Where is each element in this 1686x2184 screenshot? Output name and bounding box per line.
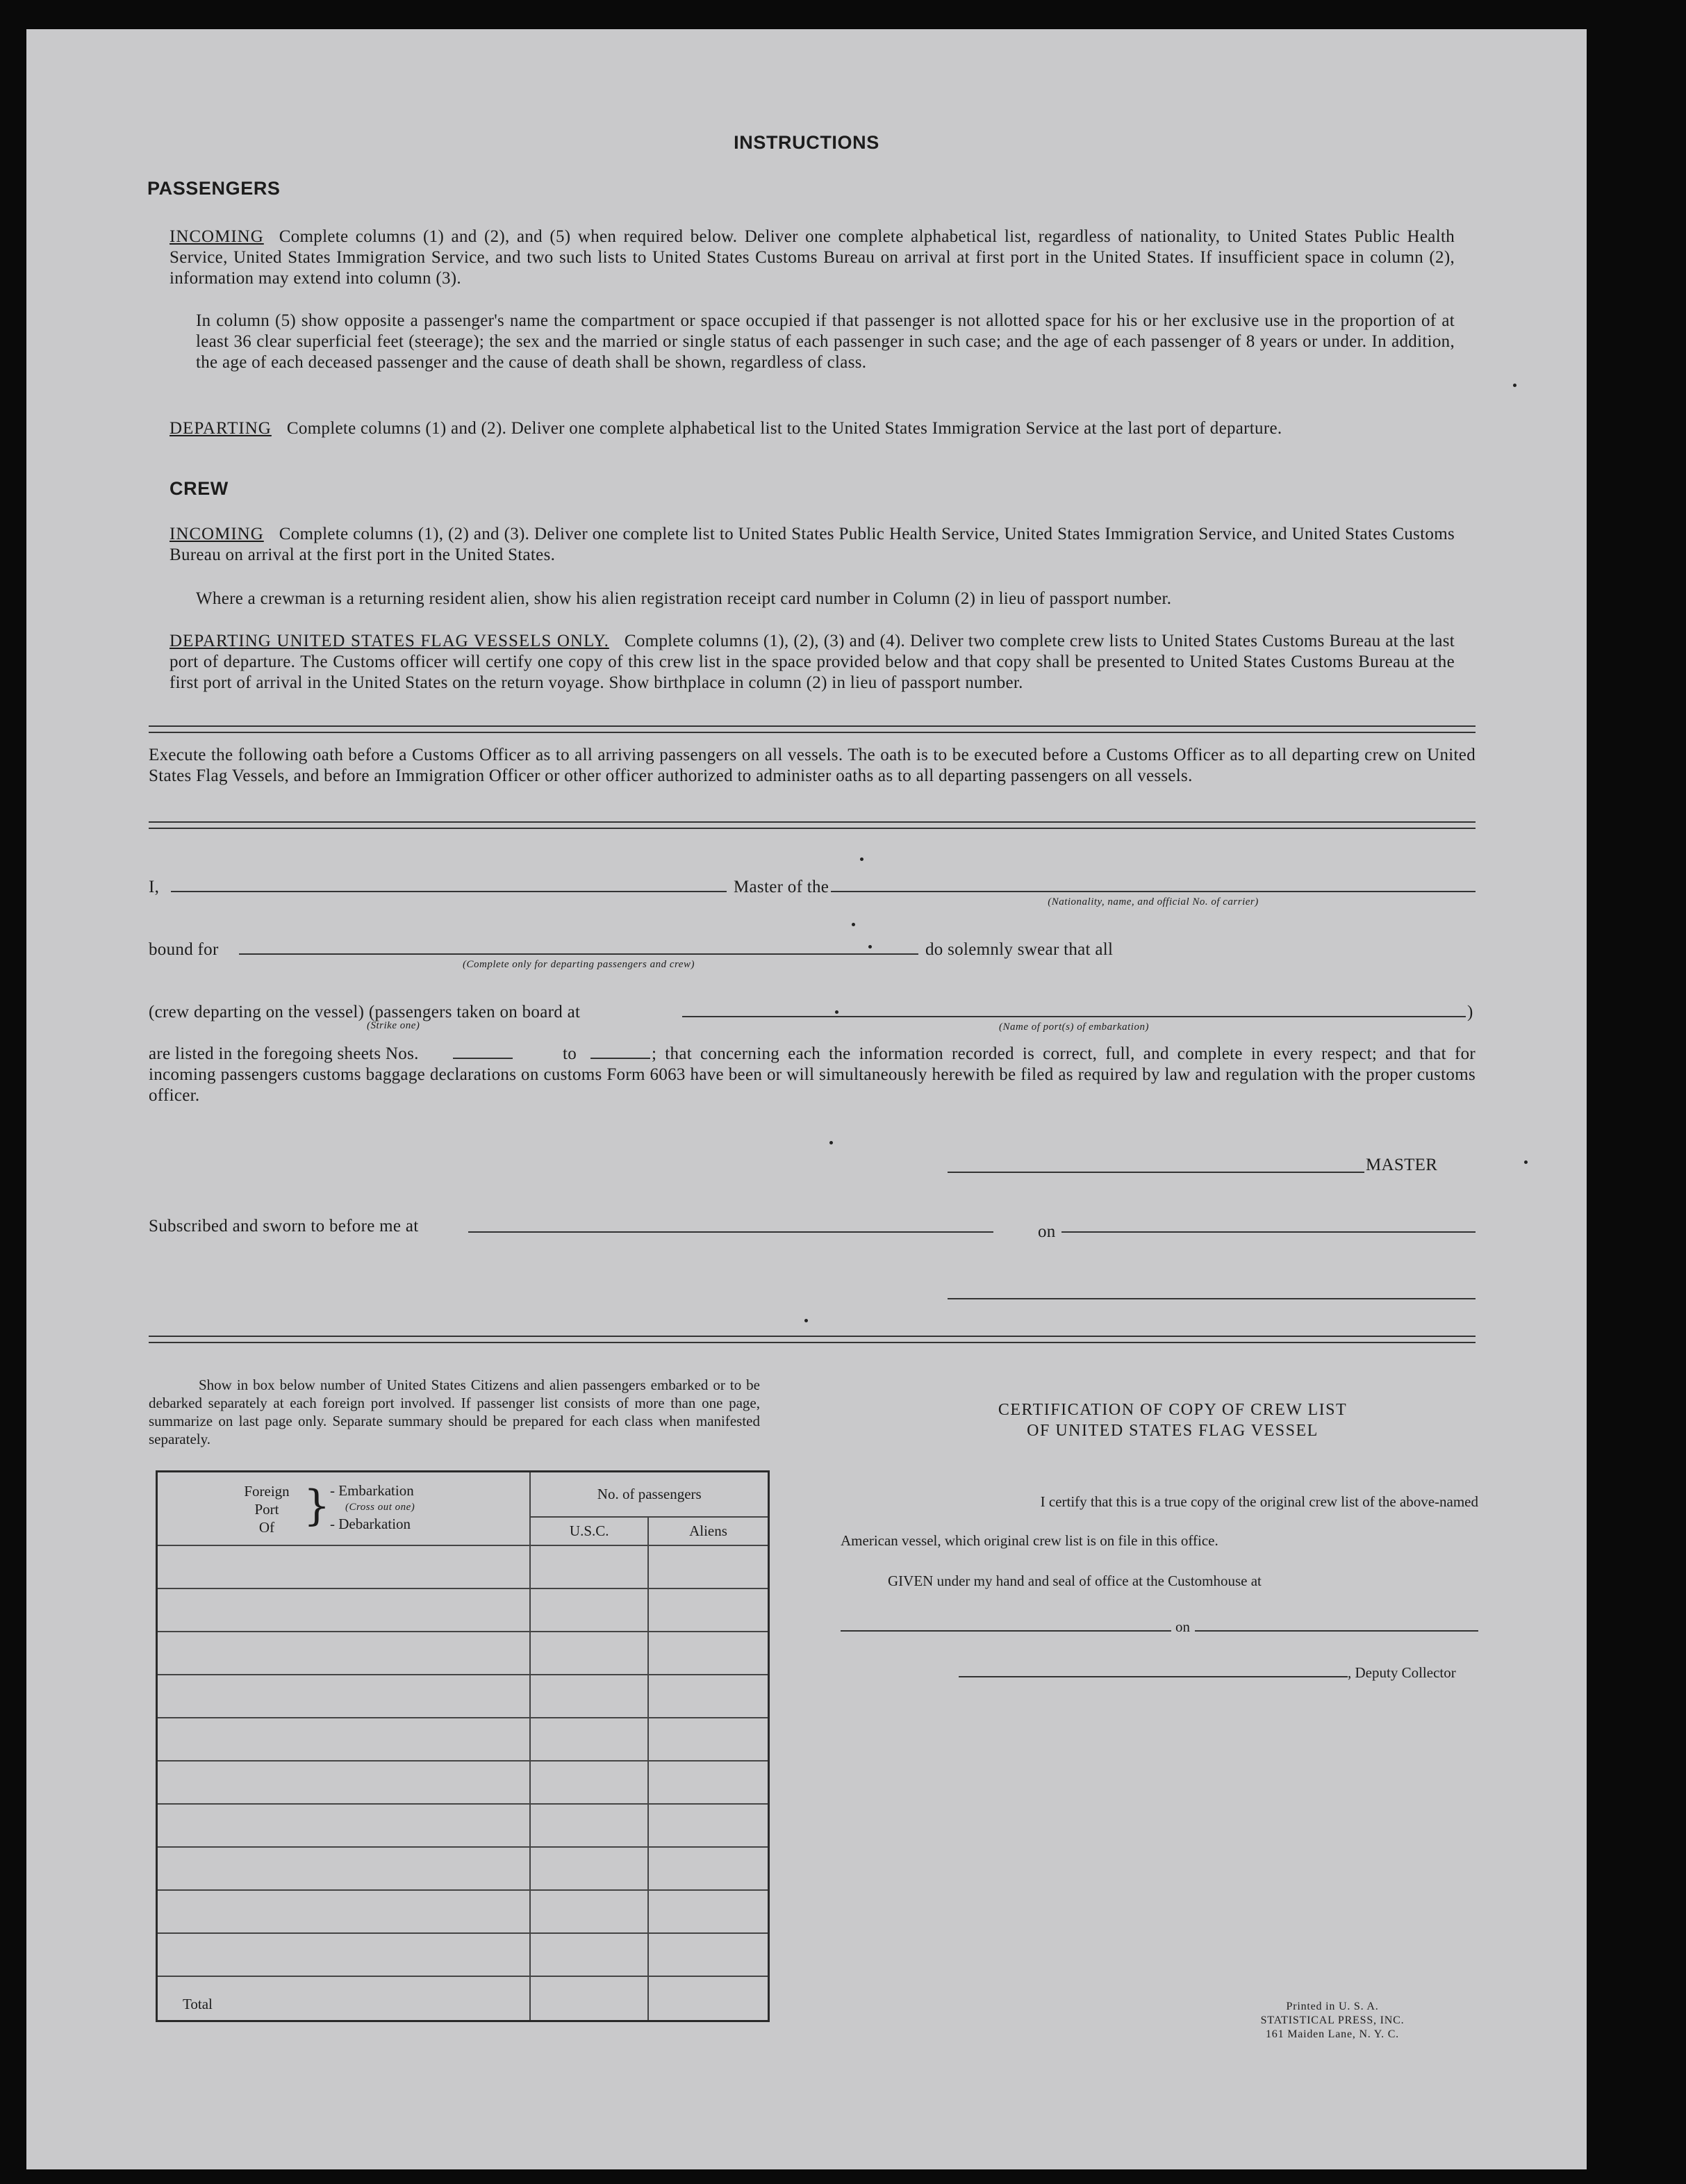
to-label: to (563, 1044, 577, 1063)
passenger-summary-table (156, 1470, 770, 2022)
crew-departing-oath-text: (crew departing on the vessel) (passengers taken on board at (149, 1003, 581, 1021)
usc-cell[interactable] (530, 1545, 648, 1588)
customhouse-field[interactable] (841, 1630, 1171, 1632)
certify-line2: American vessel, which original crew list is on file in this office. (841, 1532, 1218, 1549)
officer-signature-field[interactable] (948, 1298, 1476, 1299)
port-cell[interactable] (157, 1588, 531, 1632)
bound-for-field[interactable] (239, 953, 918, 955)
usc-cell[interactable] (530, 1761, 648, 1804)
port-cell[interactable] (157, 1933, 531, 1976)
strike-one-caption: (Strike one) (367, 1020, 420, 1031)
summary-row (157, 1761, 769, 1804)
passengers-departing-label: DEPARTING (170, 419, 272, 438)
aliens-cell[interactable] (648, 1545, 769, 1588)
summary-row (157, 1675, 769, 1718)
usc-header: U.S.C. (530, 1517, 648, 1545)
master-signature-field[interactable] (948, 1172, 1364, 1173)
aliens-header: Aliens (648, 1517, 769, 1545)
ports-caption: (Name of port(s) of embarkation) (999, 1021, 1149, 1033)
summary-row (157, 1847, 769, 1890)
sworn-on-label: on (1038, 1222, 1056, 1241)
scan-speck (804, 1319, 808, 1322)
embarkation-ports-field[interactable] (682, 1016, 1466, 1017)
bound-for-label: bound for (149, 940, 219, 959)
summary-rows (157, 1545, 769, 1976)
total-aliens-cell[interactable] (648, 1976, 769, 2021)
usc-cell[interactable] (530, 1718, 648, 1761)
aliens-cell[interactable] (648, 1804, 769, 1847)
certification-title-line1: CERTIFICATION OF COPY OF CREW LIST (998, 1401, 1348, 1419)
total-usc-cell[interactable] (530, 1976, 648, 2021)
crew-heading: CREW (170, 478, 229, 499)
port-cell[interactable] (157, 1804, 531, 1847)
scan-speck (860, 857, 863, 861)
cross-out-caption: (Cross out one) (345, 1502, 415, 1513)
port-cell[interactable] (157, 1890, 531, 1933)
certification-title-line2: OF UNITED STATES FLAG VESSEL (1027, 1422, 1319, 1440)
aliens-cell[interactable] (648, 1588, 769, 1632)
master-label: MASTER (1366, 1156, 1438, 1174)
subscribed-label: Subscribed and sworn to before me at (149, 1217, 419, 1235)
port-cell[interactable] (157, 1847, 531, 1890)
port-cell[interactable] (157, 1545, 531, 1588)
crew-resident-paragraph: Where a crewman is a returning resident alien, show his alien registration receipt card number in Column (2) in lieu of passport number. (196, 589, 1172, 608)
close-paren: ) (1467, 1003, 1473, 1021)
aliens-cell[interactable] (648, 1632, 769, 1675)
summary-row (157, 1588, 769, 1632)
scan-speck (835, 1010, 838, 1014)
given-text: GIVEN under my hand and seal of office at the Customhouse at (888, 1573, 1262, 1589)
passengers-column5-paragraph: In column (5) show opposite a passenger's name the compartment or space occupied if that passenger is not allotted space for his or her exclusive use in the proportion of at least 36 clear superficial feet (steerage); the sex and the married or single status of each passenger in such case; and the age of each passenger of 8 years or under. In addition, the age of each deceased passenger and the cause of death shall be shown, regardless of class. (196, 311, 1455, 372)
crew-departing-label: DEPARTING UNITED STATES FLAG VESSELS ONLY. (170, 632, 609, 650)
passengers-incoming-label: INCOMING (170, 227, 264, 246)
usc-cell[interactable] (530, 1890, 648, 1933)
debarkation-option[interactable]: - Debarkation (330, 1516, 411, 1532)
section-divider (149, 1336, 1476, 1343)
certify-line1: I certify that this is a true copy of the original crew list of the above-named (1040, 1493, 1478, 1510)
page-title: INSTRUCTIONS (734, 132, 879, 153)
usc-cell[interactable] (530, 1847, 648, 1890)
bound-for-caption: (Complete only for departing passengers and crew) (463, 959, 695, 970)
oath-i-label: I, (149, 878, 160, 896)
usc-cell[interactable] (530, 1588, 648, 1632)
port-label: Port (254, 1501, 279, 1518)
foreign-label: Foreign (244, 1483, 290, 1500)
section-divider (149, 725, 1476, 733)
form-sheet (26, 29, 1587, 2169)
no-of-passengers-header: No. of passengers (530, 1472, 768, 1518)
aliens-cell[interactable] (648, 1933, 769, 1976)
port-header-cell (157, 1472, 531, 1546)
port-cell[interactable] (157, 1632, 531, 1675)
summary-row (157, 1632, 769, 1675)
section-divider (149, 821, 1476, 829)
sworn-date-field[interactable] (1061, 1231, 1476, 1233)
listed-start-text: are listed in the foregoing sheets Nos. (149, 1044, 419, 1063)
scan-speck (852, 923, 855, 926)
crew-incoming-label: INCOMING (170, 525, 264, 543)
port-cell[interactable] (157, 1675, 531, 1718)
aliens-cell[interactable] (648, 1890, 769, 1933)
of-label: Of (258, 1519, 275, 1536)
total-row (157, 1976, 769, 2021)
swear-text: do solemnly swear that all (925, 940, 1114, 959)
usc-cell[interactable] (530, 1933, 648, 1976)
usc-cell[interactable] (530, 1675, 648, 1718)
passengers-incoming-paragraph (170, 227, 1455, 289)
carrier-field[interactable] (831, 891, 1476, 892)
crew-incoming-paragraph (170, 524, 1455, 566)
usc-cell[interactable] (530, 1804, 648, 1847)
master-of-the-label: Master of the (734, 878, 829, 896)
passengers-departing-text: Complete columns (1) and (2). Deliver one complete alphabetical list to the United States Immigration Service at the last port of departure. (286, 419, 1282, 438)
certification-date-field[interactable] (1195, 1630, 1478, 1632)
deputy-collector-label: , Deputy Collector (1348, 1664, 1456, 1681)
aliens-cell[interactable] (648, 1718, 769, 1761)
scan-speck (1524, 1160, 1528, 1164)
summary-row (157, 1545, 769, 1588)
brace-icon: } (304, 1481, 331, 1530)
oath-instructions: Execute the following oath before a Customs Officer as to all arriving passengers on all vessels. The oath is to be executed before a Customs Officer as to all departing crew on United States Flag Vessels, and before an Immigration Officer or other officer authorized to administer oaths as to all departing passengers on all vessels. (149, 746, 1476, 785)
passengers-departing-paragraph (170, 418, 1455, 439)
passengers-incoming-text: Complete columns (1) and (2), and (5) when required below. Deliver one complete alphabetical list, regardless of nationality, to United States Public Health Service, United States Immigration Service, and two such lists to United States Customs Bureau on arrival at first port in the United States. If insufficient space in column (2), information may extend into column (3). (170, 227, 1455, 288)
summary-row (157, 1890, 769, 1933)
port-cell[interactable] (157, 1718, 531, 1761)
summary-instructions: Show in box below number of United States Citizens and alien passengers embarked or to be debarked separately at each foreign port involved. If passenger list consists of more than one page, summarize on last page only. Separate summary should be prepared for each class when manifested separately. (149, 1377, 760, 1447)
scan-speck (868, 945, 872, 949)
scan-speck (1513, 384, 1516, 387)
total-label: Total (157, 1976, 531, 2021)
summary-row (157, 1804, 769, 1847)
carrier-caption: (Nationality, name, and official No. of carrier) (1048, 896, 1259, 908)
printer-line2: STATISTICAL PRESS, INC. (1260, 2014, 1405, 2026)
printer-line1: Printed in U. S. A. (1286, 2001, 1379, 2012)
listed-rest-text: ; that concerning each the information recorded is correct, full, and complete in every respect; and that for incoming passengers customs baggage declarations on customs Form 6063 have been or will simultaneously herewith be filed as required by law and regulation with the proper customs officer. (149, 1044, 1476, 1105)
passengers-heading: PASSENGERS (147, 178, 281, 199)
aliens-cell[interactable] (648, 1847, 769, 1890)
usc-cell[interactable] (530, 1632, 648, 1675)
summary-row (157, 1933, 769, 1976)
deputy-collector-field[interactable] (959, 1676, 1348, 1677)
crew-departing-text: Complete columns (1), (2), (3) and (4). Deliver two complete crew lists to United States Customs Bureau at the last port of departure. The Customs officer will certify one copy of this crew list in the space provided below and that copy shall be presented to United States Customs Bureau at the first port of arrival in the United States on the return voyage. Show birthplace in column (2) in lieu of passport number. (170, 632, 1455, 692)
printer-line3: 161 Maiden Lane, N. Y. C. (1266, 2028, 1399, 2040)
certification-on-label: on (1175, 1618, 1190, 1635)
scan-speck (829, 1141, 833, 1144)
aliens-cell[interactable] (648, 1675, 769, 1718)
crew-departing-paragraph (170, 631, 1455, 693)
master-name-field[interactable] (171, 891, 727, 892)
port-cell[interactable] (157, 1761, 531, 1804)
aliens-cell[interactable] (648, 1761, 769, 1804)
summary-row (157, 1718, 769, 1761)
crew-incoming-text: Complete columns (1), (2) and (3). Deliver one complete list to United States Public Health Service, United States Immigration Service, and United States Customs Bureau on arrival at the first port in the United States. (170, 525, 1455, 564)
sworn-place-field[interactable] (468, 1231, 993, 1233)
printer-imprint (1207, 2000, 1457, 2042)
embarkation-option[interactable]: - Embarkation (330, 1482, 414, 1499)
